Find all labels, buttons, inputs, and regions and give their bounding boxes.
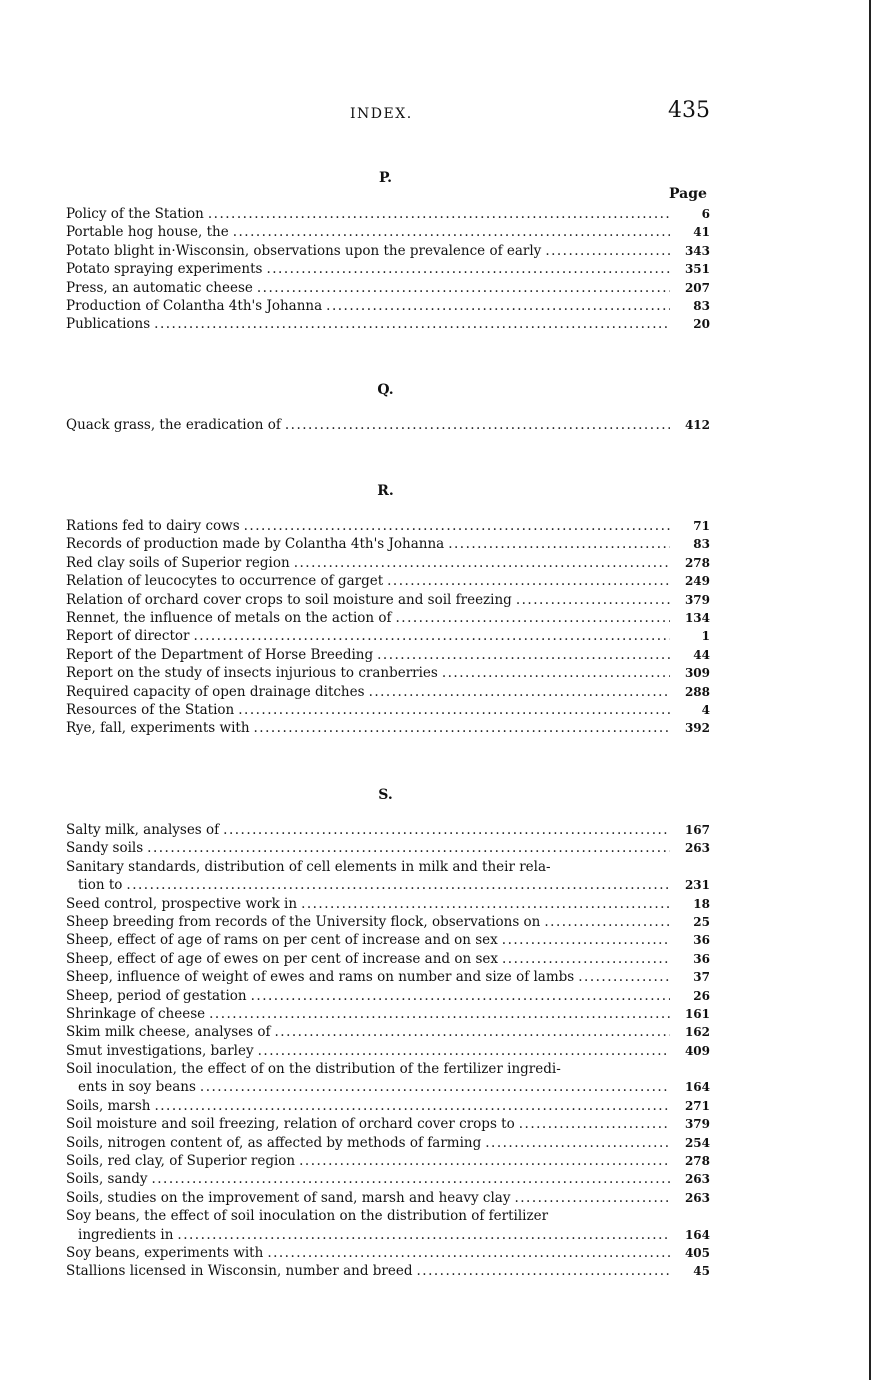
entry-text: Rye, fall, experiments with	[66, 720, 250, 737]
entry-page-number: 249	[684, 574, 710, 589]
leader-dots	[377, 646, 670, 664]
running-title: INDEX.	[350, 106, 413, 122]
entry-text: Rennet, the influence of metals on the action of	[66, 609, 392, 626]
leader-dots	[193, 627, 670, 645]
leader-dots	[301, 895, 670, 913]
entry-page-number: 309	[684, 666, 710, 681]
entry-text: Required capacity of open drainage ditches	[66, 683, 365, 700]
index-entry	[66, 1152, 710, 1170]
entries-p	[66, 205, 710, 334]
section-letter-p: P.	[378, 170, 393, 186]
leader-dots	[502, 950, 670, 968]
entry-page-number: 392	[684, 721, 710, 736]
entry-page-number: 405	[684, 1245, 710, 1260]
leader-dots	[200, 1078, 670, 1096]
entries-s	[66, 821, 710, 1281]
entry-text: Sandy soils	[66, 840, 144, 857]
entry-text: Soil moisture and soil freezing, relation of orchard cover crops to	[66, 1116, 515, 1133]
entry-page-number: 231	[684, 878, 710, 893]
page-number: 435	[668, 98, 710, 123]
leader-dots	[254, 719, 670, 737]
leader-dots	[266, 260, 670, 278]
entry-page-number: 20	[693, 317, 710, 332]
entry-page-number: 263	[684, 841, 710, 856]
leader-dots	[209, 1005, 670, 1023]
entry-page-number: 167	[684, 823, 710, 837]
index-entry	[66, 1262, 710, 1280]
entry-text: Soils, red clay, of Superior region	[66, 1153, 296, 1170]
entry-page-number: 379	[684, 592, 710, 607]
index-entry	[66, 646, 710, 664]
entry-text: Potato blight in·Wisconsin, observations upon the prevalence of early	[66, 242, 542, 259]
entry-text: Sheep, effect of age of rams on per cent of increase and on sex	[66, 932, 498, 949]
entry-page-number: 41	[693, 225, 710, 240]
leader-dots	[154, 1097, 670, 1115]
entry-page-number: 36	[693, 933, 710, 948]
leader-dots	[299, 1152, 670, 1170]
entry-text: Sheep, effect of age of ewes on per cent of increase and on sex	[66, 950, 499, 967]
entry-text: Resources of the Station	[66, 701, 235, 718]
entry-text: tion to	[78, 877, 123, 894]
index-entry	[66, 821, 710, 839]
entry-text: Rations fed to dairy cows	[66, 518, 240, 534]
index-entry	[66, 701, 710, 719]
leader-dots	[223, 821, 670, 839]
entry-page-number: 254	[684, 1135, 710, 1150]
index-entry	[66, 517, 710, 535]
index-entry	[66, 554, 710, 572]
section-letter-q: Q.	[377, 382, 394, 398]
leader-dots	[448, 535, 670, 553]
page-column-label: Page	[669, 186, 707, 202]
entries-q	[66, 416, 710, 434]
index-entry	[66, 609, 710, 627]
entry-page-number: 278	[684, 555, 710, 570]
entry-page-number: 412	[684, 418, 710, 432]
leader-dots	[267, 1244, 670, 1262]
index-entry	[66, 1005, 710, 1023]
entry-page-number: 351	[684, 262, 710, 277]
leader-dots	[514, 1189, 670, 1207]
index-entry	[66, 572, 710, 590]
index-entry	[66, 950, 710, 968]
entry-text: Sheep breeding from records of the University flock, observations on	[66, 913, 541, 930]
entries-r	[66, 517, 710, 738]
entry-page-number: 288	[684, 684, 710, 699]
entry-text: Report on the study of insects injurious to cranberries	[66, 665, 438, 682]
entry-page-number: 25	[693, 914, 710, 929]
entry-page-number: 263	[684, 1190, 710, 1205]
entry-page-number: 37	[693, 970, 710, 985]
leader-dots	[387, 572, 670, 590]
entry-page-number: 161	[684, 1006, 710, 1021]
entry-text: Soils, sandy	[66, 1171, 148, 1188]
entry-text: Soils, marsh	[66, 1097, 151, 1114]
index-entry	[66, 315, 710, 333]
entry-text: Skim milk cheese, analyses of	[66, 1024, 271, 1041]
leader-dots	[147, 839, 670, 857]
leader-dots	[258, 1042, 670, 1060]
index-entry	[66, 591, 710, 609]
leader-dots	[544, 913, 670, 931]
index-entry	[66, 876, 710, 894]
leader-dots	[417, 1262, 671, 1280]
leader-dots	[326, 297, 670, 315]
entry-page-number: 162	[684, 1025, 710, 1040]
leader-dots	[126, 876, 670, 894]
entry-text: Sheep, period of gestation	[66, 987, 247, 1004]
index-entry	[66, 1189, 710, 1207]
entry-page-number: 83	[693, 298, 710, 313]
entry-text: Production of Colantha 4th's Johanna	[66, 297, 323, 314]
entry-text: Quack grass, the eradication of	[66, 417, 281, 433]
entry-page-number: 4	[701, 702, 710, 717]
entry-text: Smut investigations, barley	[66, 1042, 254, 1059]
index-entry	[66, 1207, 710, 1225]
index-entry	[66, 683, 710, 701]
section-letter-r: R.	[377, 483, 394, 499]
entry-text: Soils, nitrogen content of, as affected by methods of farming	[66, 1134, 482, 1151]
index-entry	[66, 1226, 710, 1244]
index-entry	[66, 1078, 710, 1096]
leader-dots	[294, 554, 670, 572]
leader-dots	[244, 517, 670, 535]
entry-text: Soils, studies on the improvement of sand, marsh and heavy clay	[66, 1189, 511, 1206]
leader-dots	[208, 205, 670, 223]
entry-page-number: 271	[684, 1098, 710, 1113]
index-entry	[66, 987, 710, 1005]
entry-page-number: 44	[693, 647, 710, 662]
entry-page-number: 18	[693, 896, 710, 911]
entry-text: Publications	[66, 316, 151, 333]
leader-dots	[238, 701, 670, 719]
leader-dots	[519, 1115, 670, 1133]
leader-dots	[396, 609, 671, 627]
entry-page-number: 263	[684, 1172, 710, 1187]
index-entry	[66, 535, 710, 553]
index-entry	[66, 279, 710, 297]
leader-dots	[578, 968, 670, 986]
entry-text: Sheep, influence of weight of ewes and rams on number and size of lambs	[66, 969, 575, 986]
entry-page-number: 409	[684, 1043, 710, 1058]
entry-page-number: 6	[701, 207, 710, 221]
entry-text: Sanitary standards, distribution of cell elements in milk and their rela-	[66, 858, 551, 875]
entry-page-number: 83	[693, 537, 710, 552]
index-entry	[66, 416, 710, 434]
index-entry	[66, 1023, 710, 1041]
entry-text: Relation of orchard cover crops to soil moisture and soil freezing	[66, 591, 512, 608]
index-entry	[66, 968, 710, 986]
index-entry	[66, 839, 710, 857]
index-entry	[66, 719, 710, 737]
index-entry	[66, 297, 710, 315]
entry-text: Portable hog house, the	[66, 224, 229, 241]
entry-text: Red clay soils of Superior region	[66, 554, 290, 571]
index-entry	[66, 242, 710, 260]
entry-text: Salty milk, analyses of	[66, 822, 220, 838]
entry-text: Stallions licensed in Wisconsin, number and breed	[66, 1263, 413, 1280]
entry-page-number: 134	[684, 610, 710, 625]
entry-text: ingredients in	[78, 1226, 174, 1243]
entry-text: Soil inoculation, the effect of on the distribution of the fertilizer ingredi-	[66, 1061, 561, 1078]
entry-text: Report of the Department of Horse Breeding	[66, 646, 374, 663]
index-entry	[66, 205, 710, 223]
entry-page-number: 379	[684, 1117, 710, 1132]
entry-page-number: 207	[684, 280, 710, 295]
index-entry	[66, 664, 710, 682]
entry-text: Shrinkage of cheese	[66, 1005, 206, 1022]
leader-dots	[502, 931, 670, 949]
leader-dots	[151, 1170, 670, 1188]
entry-text: Policy of the Station	[66, 206, 204, 222]
index-entry	[66, 627, 710, 645]
leader-dots	[251, 987, 670, 1005]
index-entry	[66, 1244, 710, 1262]
entry-page-number: 45	[693, 1264, 710, 1279]
index-entry	[66, 1134, 710, 1152]
entry-text: Potato spraying experiments	[66, 261, 263, 278]
leader-dots	[274, 1023, 670, 1041]
entry-page-number: 36	[693, 951, 710, 966]
leader-dots	[442, 664, 670, 682]
leader-dots	[369, 683, 670, 701]
entry-text: ents in soy beans	[78, 1079, 196, 1096]
index-entry	[66, 1060, 710, 1078]
leader-dots	[545, 242, 670, 260]
leader-dots	[485, 1134, 670, 1152]
index-entry	[66, 1170, 710, 1188]
index-entry	[66, 1115, 710, 1133]
section-letter-s: S.	[378, 787, 393, 803]
entry-page-number: 278	[684, 1154, 710, 1169]
entry-text: Soy beans, the effect of soil inoculation on the distribution of fertilizer	[66, 1208, 549, 1225]
entry-text: Seed control, prospective work in	[66, 895, 298, 912]
index-entry	[66, 895, 710, 913]
index-entry	[66, 858, 710, 876]
entry-text: Report of director	[66, 628, 190, 645]
index-entry	[66, 260, 710, 278]
entry-text: Relation of leucocytes to occurrence of garget	[66, 573, 384, 590]
leader-dots	[516, 591, 670, 609]
entry-page-number: 343	[684, 243, 710, 258]
page-header	[0, 98, 871, 132]
entry-text: Press, an automatic cheese	[66, 279, 253, 296]
index-entry	[66, 1097, 710, 1115]
entry-text: Soy beans, experiments with	[66, 1244, 264, 1261]
entry-page-number: 1	[701, 629, 710, 644]
entry-page-number: 71	[693, 519, 710, 533]
entry-page-number: 164	[684, 1080, 710, 1095]
entry-page-number: 26	[693, 988, 710, 1003]
index-entry	[66, 913, 710, 931]
index-entry	[66, 223, 710, 241]
leader-dots	[154, 315, 670, 333]
leader-dots	[177, 1226, 670, 1244]
leader-dots	[233, 223, 670, 241]
index-entry	[66, 1042, 710, 1060]
entry-text: Records of production made by Colantha 4th's Johanna	[66, 536, 445, 553]
entry-page-number: 164	[684, 1227, 710, 1242]
leader-dots	[285, 416, 670, 434]
index-entry	[66, 931, 710, 949]
leader-dots	[257, 279, 670, 297]
